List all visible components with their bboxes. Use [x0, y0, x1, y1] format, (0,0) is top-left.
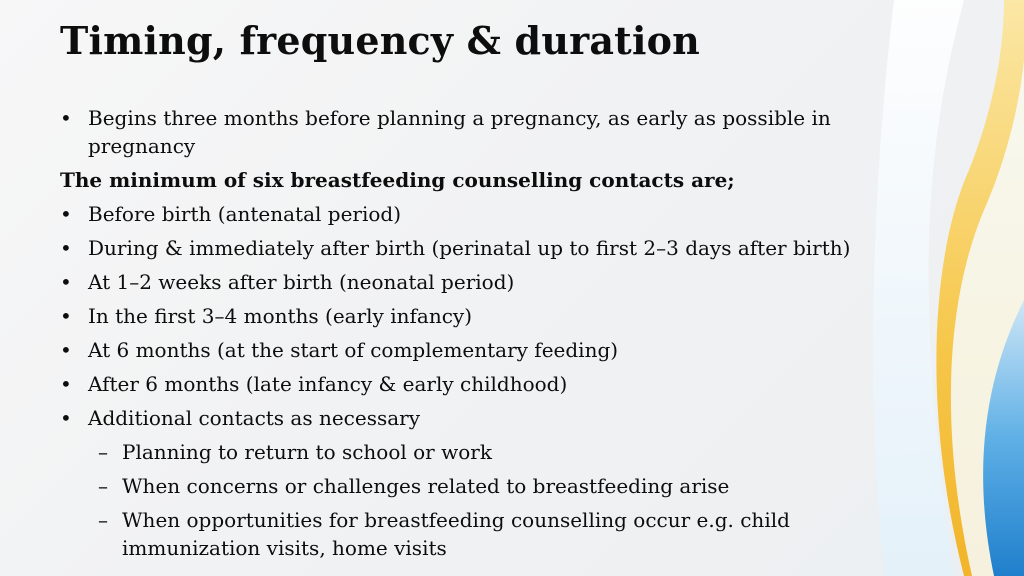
- bullet-marker: •: [60, 304, 72, 328]
- bullet-item: [60, 370, 860, 398]
- sub-marker: –: [98, 440, 108, 464]
- bullet-marker: •: [60, 338, 72, 362]
- bullet-marker: •: [60, 106, 72, 130]
- slide-content: [60, 104, 860, 568]
- bullet-marker: •: [60, 372, 72, 396]
- bullet-item: [60, 234, 860, 262]
- bullet-text: Before birth (antenatal period): [88, 202, 402, 226]
- bullet-text: In the first 3–4 months (early infancy): [88, 304, 473, 328]
- bullet-text: At 6 months (at the start of complementary feeding): [88, 338, 619, 362]
- sub-text: When concerns or challenges related to breastfeeding arise: [122, 474, 730, 498]
- bullet-item: [60, 302, 860, 330]
- sub-text: When opportunities for breastfeeding counselling occur e.g. child immunization visits, home visits: [122, 508, 790, 560]
- sub-text: Planning to return to school or work: [122, 440, 492, 464]
- sub-item: [60, 472, 860, 500]
- bullet-item: [60, 336, 860, 364]
- bullet-text: During & immediately after birth (perinatal up to first 2–3 days after birth): [88, 236, 851, 260]
- slide-title: Timing, frequency & duration: [60, 18, 700, 63]
- bullet-marker: •: [60, 202, 72, 226]
- sub-marker: –: [98, 508, 108, 532]
- bullet-item: [60, 268, 860, 296]
- bullet-item: [60, 404, 860, 432]
- sub-marker: –: [98, 474, 108, 498]
- sub-item: [60, 438, 860, 466]
- bullet-item: [60, 104, 860, 160]
- bullet-marker: •: [60, 270, 72, 294]
- bullet-item: [60, 200, 860, 228]
- bullet-text: Additional contacts as necessary: [88, 406, 421, 430]
- contacts-heading: The minimum of six breastfeeding counselling contacts are;: [60, 168, 735, 192]
- bullet-text: After 6 months (late infancy & early childhood): [88, 372, 568, 396]
- bullet-marker: •: [60, 236, 72, 260]
- sub-item: [60, 506, 860, 562]
- bullet-marker: •: [60, 406, 72, 430]
- bullet-text: At 1–2 weeks after birth (neonatal period): [88, 270, 515, 294]
- decorative-wave-graphic: [854, 0, 1024, 576]
- bullet-text-intro: Begins three months before planning a pregnancy, as early as possible in pregnancy: [88, 106, 831, 158]
